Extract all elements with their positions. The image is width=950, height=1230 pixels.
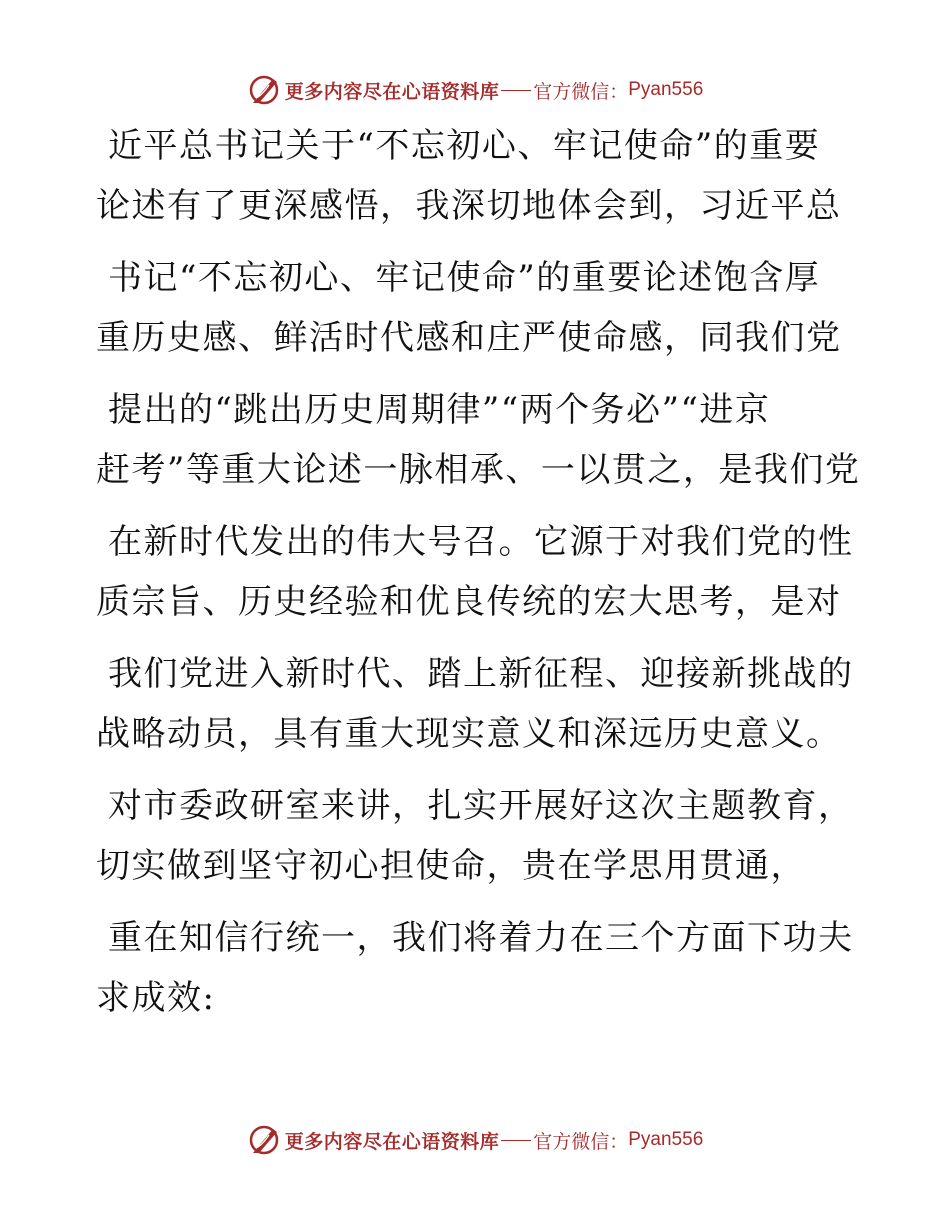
body-line: 我们党进入新时代、踏上新征程、迎接新挑战的 — [108, 654, 854, 694]
banner-dash — [501, 90, 531, 91]
header-banner — [0, 70, 950, 110]
banner-brand-text: 更多内容尽在心语资料库 — [284, 1130, 500, 1153]
banner-wechat-id: Pyan556 — [628, 79, 704, 100]
body-line: 战略动员，具有重大现实意义和深远历史意义。 — [96, 714, 842, 754]
banner-official-label: 官方微信： — [533, 80, 629, 103]
banner-dash — [501, 1140, 531, 1141]
body-line: 在新时代发出的伟大号召。它源于对我们党的性 — [108, 522, 854, 562]
body-line: 提出的“跳出历史周期律”“两个务必”“进京 — [108, 390, 771, 430]
quill-logo-icon — [247, 73, 281, 107]
banner-brand-text: 更多内容尽在心语资料库 — [284, 80, 500, 103]
footer-banner — [0, 1120, 950, 1160]
body-line: 书记“不忘初心、牢记使命”的重要论述饱含厚 — [108, 258, 821, 298]
body-line: 求成效: — [96, 978, 216, 1018]
body-line: 重历史感、鲜活时代感和庄严使命感，同我们党 — [96, 318, 842, 358]
body-line: 质宗旨、历史经验和优良传统的宏大思考，是对 — [96, 582, 842, 622]
body-line: 近平总书记关于“不忘初心、牢记使命”的重要 — [108, 126, 821, 166]
body-line: 论述有了更深感悟，我深切地体会到，习近平总 — [96, 186, 842, 226]
banner-official-label: 官方微信： — [533, 1130, 629, 1153]
body-line: 重在知信行统一，我们将着力在三个方面下功夫 — [108, 918, 854, 958]
body-line: 切实做到坚守初心担使命，贵在学思用贯通， — [96, 846, 806, 886]
quill-logo-icon — [247, 1123, 281, 1157]
body-line: 对市委政研室来讲，扎实开展好这次主题教育， — [108, 786, 854, 826]
banner-wechat-id: Pyan556 — [628, 1129, 704, 1150]
body-line: 赶考”等重大论述一脉相承、一以贯之，是我们党 — [96, 450, 861, 490]
